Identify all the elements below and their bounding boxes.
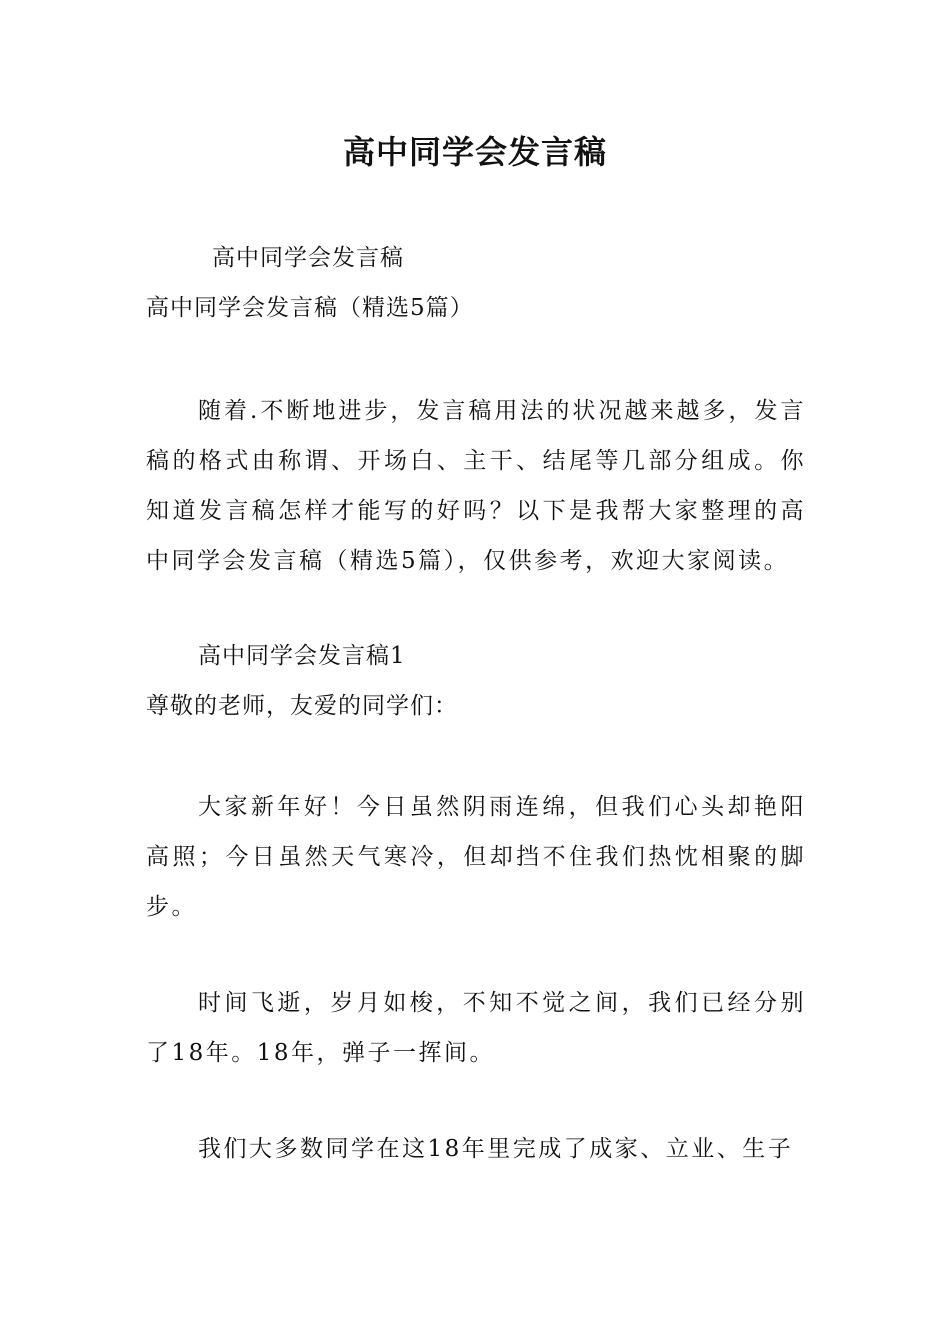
body-paragraph-3: 我们大多数同学在这18年里完成了成家、立业、生子 — [198, 1136, 794, 1162]
section-heading: 高中同学会发言稿1 — [198, 643, 406, 669]
intro-paragraph: 随着.不断地进步，发言稿用法的状况越来越多，发言稿的格式由称谓、开场白、主干、结尾等几部分组成。你知道发言稿怎样才能写的好吗？以下是我帮大家整理的高中同学会发言稿（精选5篇），仅供参考，欢迎大家阅读。 — [146, 398, 806, 574]
document-title: 高中同学会发言稿 — [342, 133, 607, 171]
body-paragraph-1: 大家新年好！今日虽然阴雨连绵，但我们心头却艳阳高照；今日虽然天气寒冷，但却挡不住我们热忱相聚的脚步。 — [146, 794, 806, 920]
greeting: 尊敬的老师，友爱的同学们： — [146, 693, 458, 719]
document-subline: 高中同学会发言稿（精选5篇） — [146, 295, 474, 321]
document-subtitle: 高中同学会发言稿 — [212, 245, 404, 271]
body-paragraph-2: 时间飞逝，岁月如梭，不知不觉之间，我们已经分别了18年。18年，弹子一挥间。 — [146, 990, 806, 1066]
